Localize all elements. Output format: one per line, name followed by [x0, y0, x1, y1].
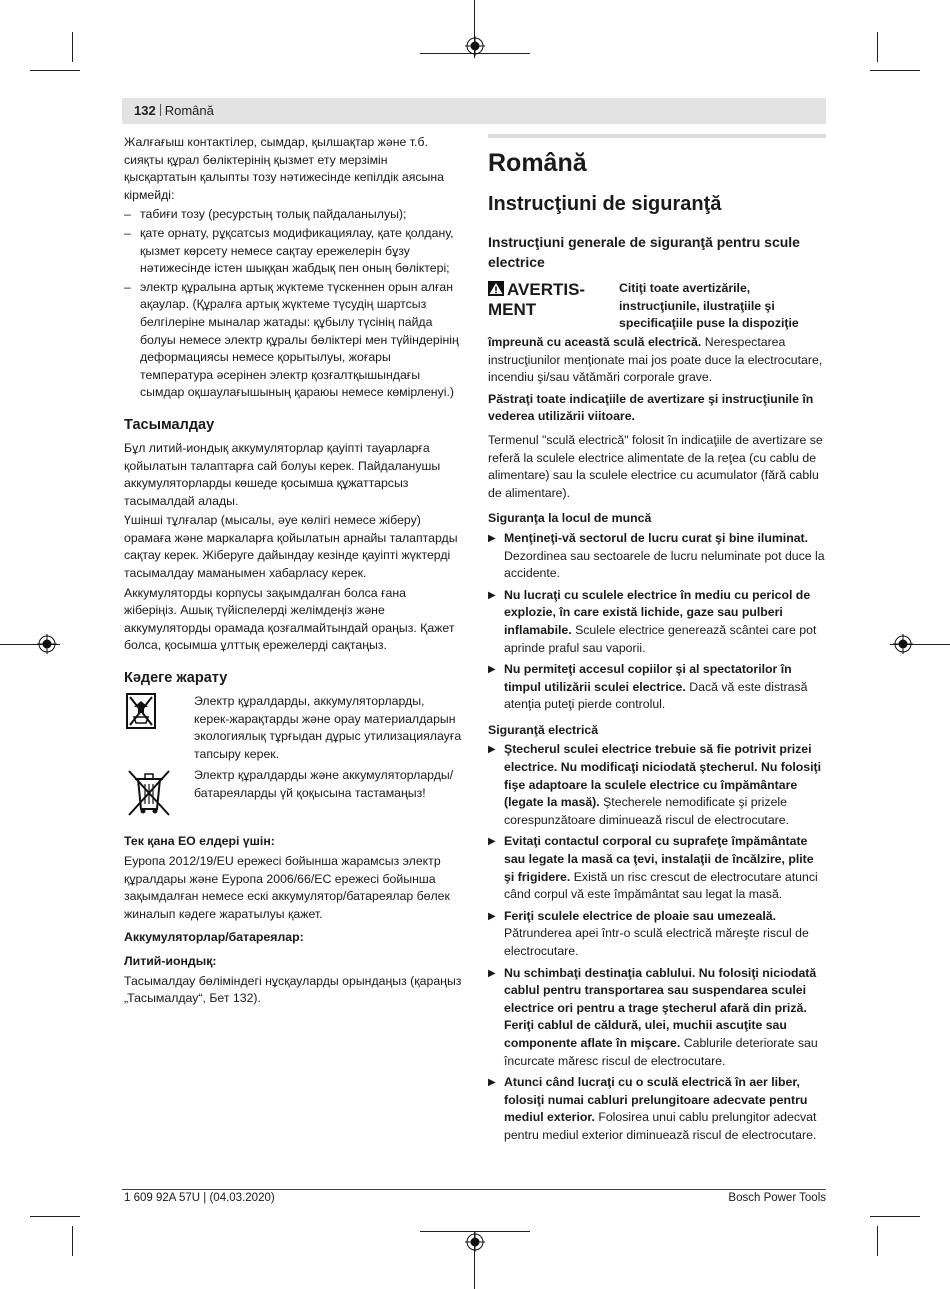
- registration-mark-icon: [465, 1232, 485, 1252]
- warning-paragraph: împreună cu această sculă electrică. Nerespectarea instrucţiunilor menţionate mai jos poate duce la electrocutare, incendiu şi/sau vătămări corporale grave.: [488, 335, 823, 385]
- electrical-safety-list: [488, 741, 826, 1144]
- list-item: – қате орнату, рұқсатсыз модификациялау, қате қолдану, қызмет көрсету немесе сақтау ережелерін бұзу нәтижесінде істен шыққан жабдық пен оның бөліктері;: [124, 225, 462, 278]
- header-separator: [160, 104, 161, 116]
- crop-mark: [877, 32, 878, 62]
- eu-heading: Тек қана ЕО елдері үшін:: [124, 834, 275, 849]
- warranty-exclusion-list: [124, 206, 462, 402]
- page-header-bar: [122, 98, 826, 124]
- crop-mark: [870, 1216, 920, 1217]
- page-number: 132: [134, 103, 156, 118]
- crop-mark: [30, 70, 80, 71]
- warning-bold-text: Citiţi toate avertizările, instrucţiunile, ilustraţiile şi specificaţiile puse la dispoziţie: [619, 281, 799, 331]
- term-paragraph: Termenul "sculă electrică" folosit în indicaţiile de avertizare se referă la sculele electrice alimentate de la reţea (cu cablu de alimentare) sau la sculele electrice cu acumulator (fără cablu de alimentare).: [488, 432, 823, 500]
- warning-label-line1: AVERTIS-: [507, 280, 586, 299]
- disposal-paragraph: Электр құралдарды және аккумуляторларды/ батареяларды үй қоқысына тастамаңыз!: [194, 768, 454, 800]
- crop-mark: [72, 32, 73, 62]
- list-item: ▶ Ştecherul sculei electrice trebuie să fie potrivit prizei electrice. Nu modificaţi niciodată ştecherul. Nu folosiţi fişe adaptoare la sculele electrice cu împământare (legate la masă). Ştecherele nemodificate şi prizele corespunzătoare diminuează riscul de electrocutare.: [488, 741, 826, 829]
- disposal-heading: Кәдеге жарату: [124, 670, 228, 687]
- intro-paragraph: Жалғағыш контактілер, сымдар, қылшақтар және т.б. сияқты құрал бөліктерінің қызмет ету мерзімін қысқартатын қалыпты тозу нәтижесінде кепілдік аясына кірмейді:: [124, 135, 444, 202]
- list-item: ▶ Nu lucraţi cu sculele electrice în mediu cu pericol de explozie, în care există lichide, gaze sau pulberi inflamabile. Sculele electrice generează scântei care pot aprinde praful sau vaporii.: [488, 587, 826, 657]
- left-column: [124, 134, 462, 1010]
- eu-paragraph: Еуропа 2012/19/EU ережесі бойынша жарамсыз электр құралдары және Еуропа 2006/66/EC ережесі бойынша зақымдалған немесе ескі аккумулятор/батареялар бөлек жиналып кәдеге жаратылуы қажет.: [124, 854, 450, 921]
- transport-heading: Тасымалдау: [124, 416, 215, 433]
- transport-paragraph: Үшінші тұлғалар (мысалы, әуе көлігі немесе жіберу) орамаға және маркаларға қойылатын арнайы талаптарды сақтау керек. Жіберуге дайындау кезінде қауіпті жүктерді тасымалдау маманымен хабарласу керек.: [124, 513, 458, 581]
- warning-label-line2: MENT: [488, 300, 537, 319]
- crop-mark: [30, 1216, 80, 1217]
- warning-normal-text: Nerespectarea instrucţiunilor menţionate mai jos poate duce la electrocutare, incendiu şi/sau vătămări corporale grave.: [488, 335, 823, 385]
- safety-instructions-title: Instrucţiuni de siguranţă: [488, 193, 722, 215]
- crop-mark: [877, 1226, 878, 1256]
- list-item: – табиғи тозу (ресурстың толық пайдаланылуы);: [124, 206, 462, 224]
- warning-block: [488, 280, 826, 336]
- registration-mark-icon: [465, 36, 485, 56]
- warning-label: [488, 280, 608, 320]
- recycling-row: [124, 693, 462, 763]
- registration-mark-icon: [37, 634, 57, 654]
- general-safety-title: Instrucţiuni generale de siguranţă pentru scule electrice: [488, 234, 800, 270]
- page-header: [134, 103, 214, 118]
- footer-rule: [122, 1189, 826, 1190]
- weee-row: [124, 767, 462, 829]
- disposal-paragraph: Электр құралдарды, аккумуляторларды, керек-жарақтарды және орау материалдарын экологиялық тұрғыдан дұрыс утилизациялауға тапсыру керек.: [194, 694, 462, 761]
- keep-instructions-text: Păstraţi toate indicaţiile de avertizare şi instrucţiunile în vederea utilizării viitoare.: [488, 391, 814, 424]
- crossed-out-bin-icon: [124, 767, 174, 817]
- right-column: [488, 134, 826, 1149]
- document-number: 1 609 92A 57U | (04.03.2020): [124, 1192, 275, 1204]
- list-item: ▶ Menţineţi-vă sectorul de lucru curat şi bine iluminat. Dezordinea sau sectoarele de lucru neluminate pot duce la accidente.: [488, 530, 826, 583]
- transport-paragraph: Бұл литий-иондық аккумуляторлар қауіпті тауарларға қойылатын талаптарға сай болуы керек. Пайдаланушы аккумуляторларды көшеде қосымша құжаттарсыз тасымалдай алады.: [124, 440, 441, 508]
- list-item: ▶ Nu schimbaţi destinaţia cablului. Nu folosiţi niciodată cablul pentru transportarea sau suspendarea sculei electrice ori pentru a trage ştecherul afară din priză. Feriţi cablul de căldură, ulei, muchii ascuţite sau componente aflate în mişcare. Cablurile deteriorate sau încurcate măresc riscul de electrocutare.: [488, 965, 826, 1071]
- batteries-heading: Аккумуляторлар/батареялар:: [124, 930, 304, 945]
- crop-mark: [870, 70, 920, 71]
- warning-triangle-icon: [488, 281, 504, 296]
- list-item: – электр құралына артық жүктеме түскеннен орын алған ақаулар. (Құралға артық жүктеме түсудің шартсыз белгілеріне мыналар жатады: құбылу түсінің пайда болуы немесе электр құралы бөліктері мен түйіндерінің деформациясы немесе қорытылуы, жоғары температура әсерінен электр қозғалтқышындағы сымдар оқшаулағышының қараюы немесе көмірленуі.): [124, 279, 462, 402]
- language-title: Română: [488, 149, 587, 177]
- li-ion-paragraph: Тасымалдау бөліміндегі нұсқауларды орындаңыз (қараңыз „Тасымалдау“, Бет 132).: [124, 973, 462, 1006]
- list-item: ▶ Atunci când lucraţi cu o sculă electrică în aer liber, folosiţi numai cabluri prelungitoare adecvate pentru mediul exterior. Folosirea unui cablu prelungitor adecvat pentru mediul exterior diminuează riscul de electrocutare.: [488, 1074, 826, 1144]
- header-language: Română: [164, 103, 214, 118]
- crop-mark: [72, 1226, 73, 1256]
- list-item: ▶ Nu permiteţi accesul copiilor şi al spectatorilor în timpul utilizării sculei electrice. Dacă vă este distrasă atenţia puteţi pierde controlul.: [488, 661, 826, 714]
- recycling-icon: [126, 693, 156, 729]
- work-area-list: [488, 530, 826, 714]
- brand-footer: Bosch Power Tools: [728, 1192, 826, 1204]
- li-ion-heading: Литий-иондық:: [124, 953, 217, 968]
- electrical-safety-heading: Siguranţă electrică: [488, 722, 599, 737]
- list-item: ▶ Evitaţi contactul corporal cu suprafeţe împământate sau legate la masă ca ţevi, instalaţii de încălzire, plite şi frigidere. Există un risc crescut de electrocutare atunci când corpul vă este împământat sau legat la masă.: [488, 833, 826, 903]
- transport-paragraph: Аккумуляторды корпусы зақымдалған болса ғана жіберіңіз. Ашық түйіспелерді желімдеңіз және аккумуляторды орамада қозғалмайтындай ораңыз. Қажет болса, қосымша ұлттық ережелерді сақтаңыз.: [124, 585, 455, 653]
- list-item: ▶ Feriţi sculele electrice de ploaie sau umezeală. Pătrunderea apei într-o sculă electrică măreşte riscul de electrocutare.: [488, 908, 826, 961]
- registration-mark-icon: [893, 634, 913, 654]
- work-area-heading: Siguranţa la locul de muncă: [488, 511, 652, 526]
